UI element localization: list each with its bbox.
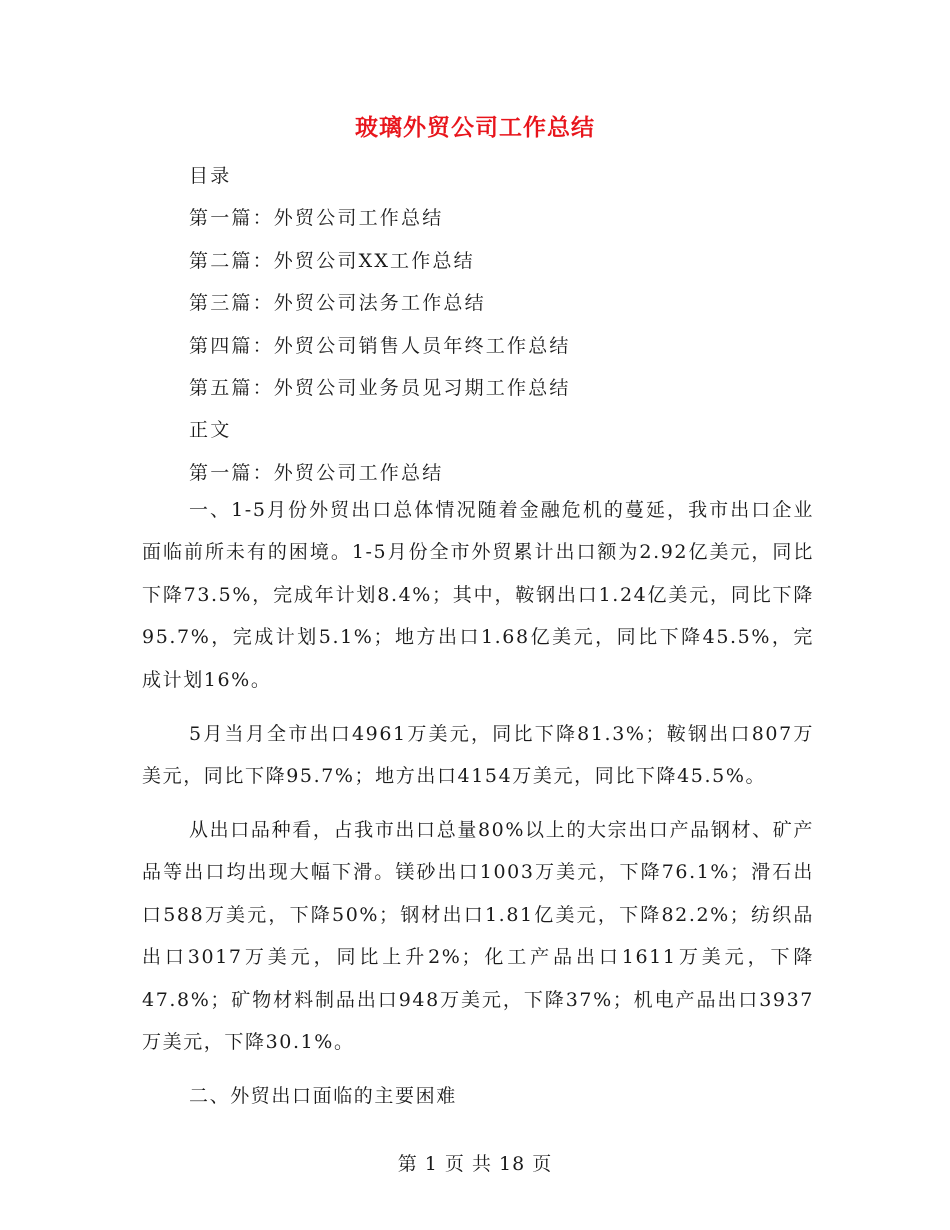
paragraph-overview: 一、1-5月份外贸出口总体情况随着金融危机的蔓延，我市出口企业面临前所未有的困境。1-5月份全市外贸累计出口额为2.92亿美元，同比下降73.5%，完成年计划8.4%；其中，鞍钢出口1.24亿美元，同比下降95.7%，完成计划5.1%；地方出口1.68亿美元，同比下降45.5%，完成计划16%。 bbox=[142, 499, 814, 691]
body-heading: 正文 bbox=[189, 419, 232, 442]
toc-item-4: 第四篇：外贸公司销售人员年终工作总结 bbox=[189, 334, 571, 357]
chapter-heading: 第一篇：外贸公司工作总结 bbox=[189, 461, 444, 484]
page-footer: 第 1 页 共 18 页 bbox=[397, 1153, 553, 1175]
toc-item-3: 第三篇：外贸公司法务工作总结 bbox=[189, 292, 486, 315]
toc-item-1: 第一篇：外贸公司工作总结 bbox=[189, 207, 444, 230]
paragraph-products: 从出口品种看，占我市出口总量80%以上的大宗出口产品钢材、矿产品等出口均出现大幅下滑。镁砂出口1003万美元，下降76.1%；滑石出口588万美元，下降50%；钢材出口1.81亿美元，下降82.2%；纺织品出口3017万美元，同比上升2%；化工产品出口1611万美元，下降47.8%；矿物材料制品出口948万美元，下降37%；机电产品出口3937万美元，下降30.1%。 bbox=[142, 819, 814, 1054]
document-title: 玻璃外贸公司工作总结 bbox=[355, 114, 595, 141]
toc-item-2: 第二篇：外贸公司XX工作总结 bbox=[189, 249, 475, 272]
section-heading-difficulties: 二、外贸出口面临的主要困难 bbox=[189, 1085, 457, 1108]
table-of-contents bbox=[189, 155, 571, 494]
toc-heading: 目录 bbox=[189, 165, 232, 187]
body-text bbox=[142, 489, 814, 1117]
paragraph-may: 5月当月全市出口4961万美元，同比下降81.3%；鞍钢出口807万美元，同比下降95.7%；地方出口4154万美元，同比下降45.5%。 bbox=[142, 722, 814, 788]
toc-item-5: 第五篇：外贸公司业务员见习期工作总结 bbox=[189, 376, 571, 399]
